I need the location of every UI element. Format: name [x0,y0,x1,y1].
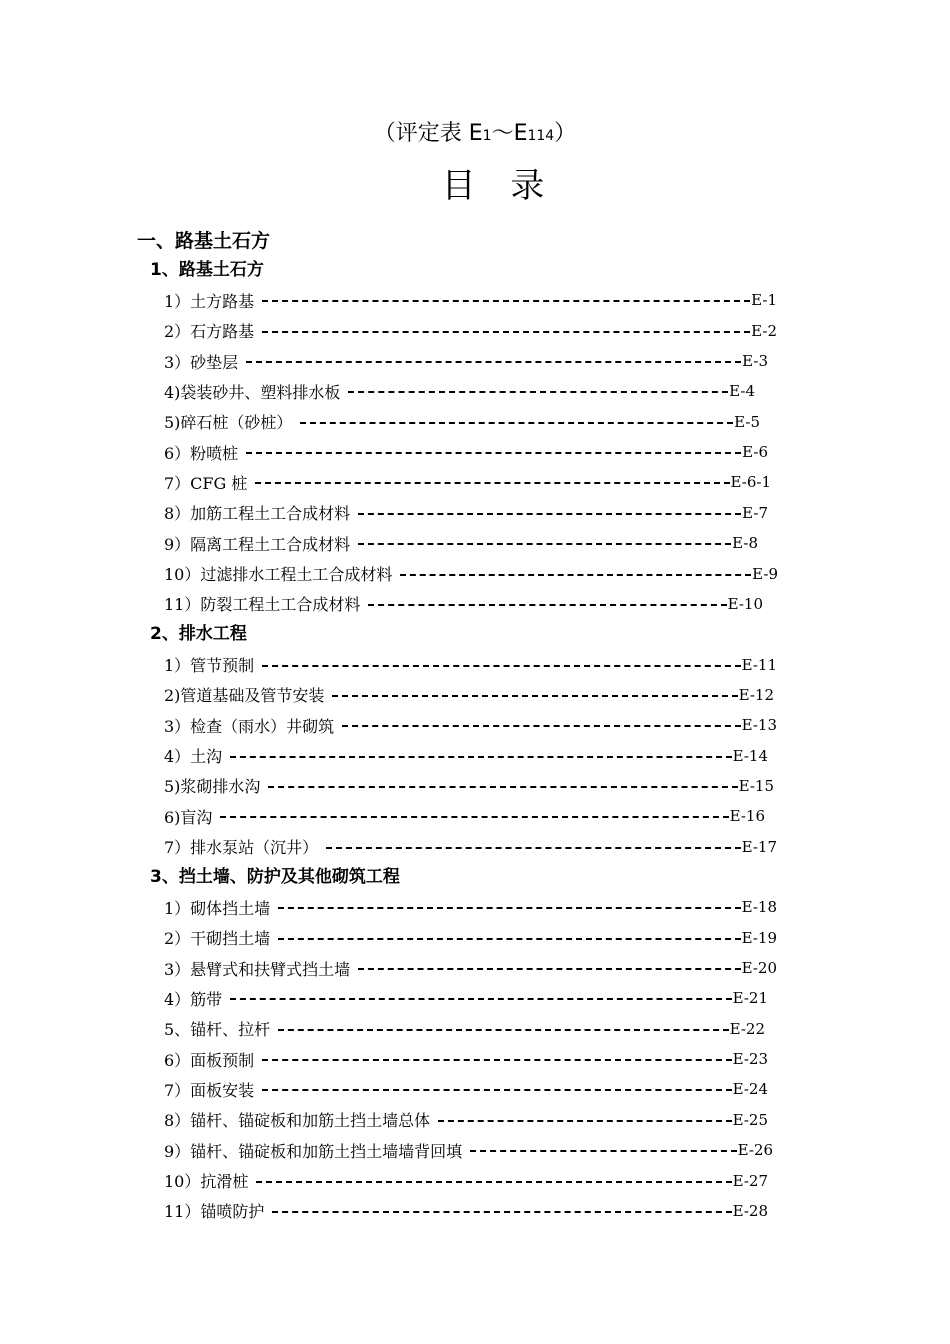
leader-dots [255,482,729,484]
toc-entry-label: 3）砂垫层 [164,352,239,372]
toc-page-ref: E-14 [732,746,768,765]
toc-entry [164,896,777,918]
leader-dots [230,756,731,758]
toc-entry-label: 7）CFG 桩 [164,473,248,493]
part-heading: 一、路基土石方 [137,230,271,252]
toc-page-ref: E-15 [738,776,774,795]
toc-entry-label: 2)管道基础及管节安装 [164,686,325,706]
leader-dots [262,1059,731,1061]
leader-dots [262,1089,731,1091]
toc-page-ref: E-10 [727,594,763,613]
toc-entry [164,1078,768,1100]
toc-page-ref: E-24 [732,1080,768,1099]
toc-entry-label: 1）土方路基 [164,291,255,311]
toc-page-ref: E-13 [741,716,777,735]
toc-entry-label: 6）面板预制 [164,1050,255,1070]
toc-entry [164,1170,768,1192]
toc-entry [164,957,777,979]
leader-dots [256,1181,731,1183]
toc-entry [164,684,774,706]
toc-entry [164,471,771,493]
toc-entry-label: 7）排水泵站（沉井） [164,838,319,858]
toc-entry-label: 9）隔离工程土工合成材料 [164,534,351,554]
toc-entry-label: 6）粉喷桩 [164,443,239,463]
toc-entry-label: 5)碎石桩（砂桩） [164,413,293,433]
toc-page-ref: E-9 [752,564,778,583]
toc-page-ref: E-2 [751,321,777,340]
toc-entry-label: 2）干砌挡土墙 [164,929,271,949]
toc-entry [164,411,760,433]
leader-dots [278,907,740,909]
toc-entry [164,320,777,342]
toc-entry [164,1109,768,1131]
toc-page-ref: E-1 [751,291,777,310]
leader-dots [272,1211,731,1213]
toc-entry-label: 4)袋装砂井、塑料排水板 [164,382,341,402]
leader-dots [342,725,740,727]
toc-entry [164,380,755,402]
leader-dots [262,665,740,667]
toc-page-ref: E-20 [741,959,777,978]
leader-dots [358,968,740,970]
leader-dots [438,1120,731,1122]
toc-page-ref: E-4 [729,382,755,401]
leader-dots [332,695,737,697]
toc-entry-label: 10）抗滑桩 [164,1172,249,1191]
toc-page-ref: E-23 [732,1050,768,1069]
toc-entry [164,805,765,827]
toc-entry-label: 5)浆砌排水沟 [164,777,261,797]
toc-entry-label: 8）加筋工程土工合成材料 [164,504,351,524]
toc-page-ref: E-5 [734,412,760,431]
toc-page-ref: E-8 [732,534,758,553]
section-heading: 2、排水工程 [150,624,247,645]
toc-entry [164,654,777,676]
toc-entry-label: 10）过滤排水工程土工合成材料 [164,565,393,584]
leader-dots [220,816,728,818]
toc-page-ref: E-3 [742,352,768,371]
toc-entry-label: 1）砌体挡土墙 [164,898,271,918]
section-heading: 3、挡土墙、防护及其他砌筑工程 [150,867,400,887]
toc-entry [164,593,763,615]
toc-entry [164,1048,768,1070]
toc-page-ref: E-21 [732,989,768,1008]
leader-dots [348,391,728,393]
toc-entry-label: 3）悬臂式和扶臂式挡土墙 [164,959,351,979]
toc-entry [164,441,768,463]
leader-dots [246,361,741,363]
leader-dots [358,543,731,545]
toc-entry [164,1018,765,1040]
leader-dots [278,1029,728,1031]
leader-dots [278,938,740,940]
toc-entry-label: 3）检查（雨水）井砌筑 [164,716,335,736]
toc-entry [164,745,768,767]
leader-dots [268,786,737,788]
toc-page-ref: E-16 [729,807,765,826]
leader-dots [368,604,726,606]
toc-entry-label: 2）石方路基 [164,322,255,342]
toc-page-ref: E-25 [732,1110,768,1129]
leader-dots [246,452,741,454]
toc-page-ref: E-12 [738,685,774,704]
toc-page-ref: E-17 [741,837,777,856]
toc-page-ref: E-26 [737,1141,773,1160]
leader-dots [470,1150,736,1152]
toc-entry [164,775,774,797]
section-heading: 1、路基土石方 [150,260,264,280]
toc-entry [164,532,758,554]
toc-entry [164,987,768,1009]
toc-entry [164,836,777,858]
leader-dots [300,422,733,424]
toc-entry-label: 9）锚杆、锚碇板和加筋土挡土墙墙背回填 [164,1141,463,1161]
toc-entry [164,1200,768,1222]
toc-entry-label: 1）管节预制 [164,656,255,676]
toc-entry [164,1139,773,1161]
toc-page-ref: E-19 [741,928,777,947]
toc-page-ref: E-7 [742,503,768,522]
toc-page-ref: E-22 [729,1019,765,1038]
toc-entry-label: 11）锚喷防护 [164,1202,265,1222]
toc-entry-label: 5、锚杆、拉杆 [164,1020,271,1040]
leader-dots [262,331,750,333]
toc-entry [164,350,768,372]
table-range-subtitle: （评定表 E1～E114） [373,121,577,146]
toc-entry-label: 4）土沟 [164,747,223,767]
toc-entry-label: 7）面板安装 [164,1080,255,1100]
leader-dots [326,847,740,849]
leader-dots [400,574,751,576]
toc-entry [164,563,778,585]
toc-page-ref: E-11 [741,655,777,674]
toc-entry-label: 6)盲沟 [164,807,213,827]
toc-entry [164,714,777,736]
leader-dots [358,513,741,515]
toc-page-ref: E-28 [732,1201,768,1220]
toc-page-ref: E-6-1 [730,473,771,492]
toc-entry-label: 8）锚杆、锚碇板和加筋土挡土墙总体 [164,1111,431,1131]
toc-page-ref: E-6 [742,443,768,462]
page-title: 目 录 [441,166,557,206]
toc-page-ref: E-18 [741,898,777,917]
toc-entry-label: 4）筋带 [164,989,223,1009]
leader-dots [262,300,750,302]
leader-dots [230,998,731,1000]
toc-entry-label: 11）防裂工程土工合成材料 [164,595,361,615]
toc-entry [164,289,777,311]
toc-entry [164,502,768,524]
toc-entry [164,927,777,949]
toc-page-ref: E-27 [732,1171,768,1190]
